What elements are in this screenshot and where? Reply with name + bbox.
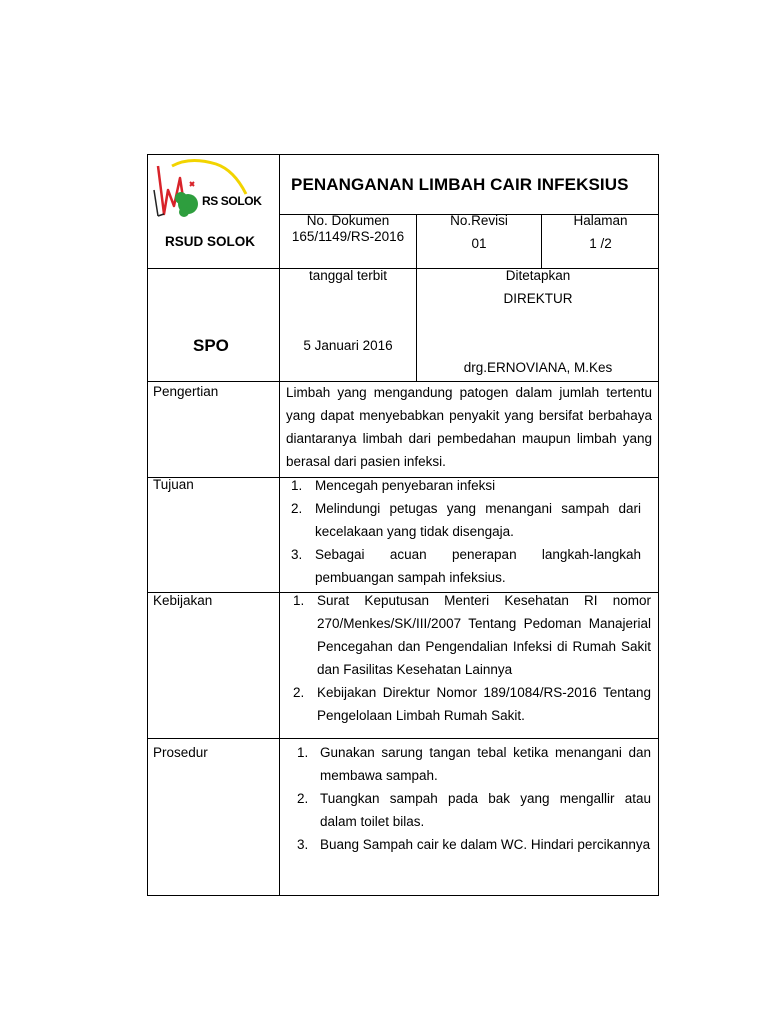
list-item-text: Surat Keputusan Menteri Kesehatan RI nomor 270/Menkes/SK/III/2007 Tentang Pedoman Manajerial Pencegahan dan Pengendalian Infeksi di Rumah Sakit dan Fasilitas Kesehatan Lainnya: [317, 593, 651, 677]
tujuan-list: [291, 474, 641, 589]
rs-solok-logo-mark: [150, 156, 276, 226]
page-value: 1 /2: [589, 236, 612, 251]
rule-kebijakan-bottom: [147, 738, 659, 739]
list-item-text: Sebagai acuan penerapan langkah-langkah pembuangan sampah infeksius.: [315, 547, 641, 585]
list-item-number: 1.: [297, 745, 309, 760]
doc-number-label: No. Dokumen: [306, 213, 390, 228]
list-item: [291, 543, 641, 589]
pengertian-text: Limbah yang mengandung patogen dalam jumlah tertentu yang dapat menyebabkan penyakit yang bersifat berbahaya diantaranya limbah dari pembedahan maupun limbah yang berasal dari pasien infeksi.: [286, 385, 652, 469]
revision-value: 01: [471, 236, 487, 251]
kebijakan-label: Kebijakan: [153, 593, 213, 608]
list-item-text: Kebijakan Direktur Nomor 189/1084/RS-2016 Tentang Pengelolaan Limbah Rumah Sakit.: [317, 685, 651, 723]
list-item: [297, 833, 651, 856]
logo-text: RS SOLOK: [202, 194, 262, 208]
list-item-number: 1.: [293, 593, 305, 608]
prosedur-list: [297, 741, 651, 856]
list-item-number: 2.: [291, 501, 303, 516]
set-by-role: DIREKTUR: [503, 291, 573, 306]
rs-solok-logo: [150, 156, 276, 226]
page-label: Halaman: [573, 213, 628, 228]
list-item-number: 1.: [291, 478, 303, 493]
list-item: [297, 787, 651, 833]
issue-date-value: 5 Januari 2016: [303, 338, 393, 353]
list-item-text: Gunakan sarung tangan tebal ketika menangani dan membawa sampah.: [320, 745, 651, 783]
list-item-number: 3.: [297, 837, 309, 852]
doc-number-value: 165/1149/RS-2016: [291, 229, 405, 244]
list-item-text: Mencegah penyebaran infeksi: [315, 478, 496, 493]
list-item: [293, 681, 651, 727]
list-item-text: Melindungi petugas yang menangani sampah dari kecelakaan yang tidak disengaja.: [315, 501, 641, 539]
prosedur-label: Prosedur: [153, 745, 208, 760]
revision-label: No.Revisi: [450, 213, 508, 228]
tujuan-label: Tujuan: [153, 477, 194, 492]
rule-label-column: [279, 154, 280, 896]
issue-date-label: tanggal terbit: [308, 268, 388, 283]
document-title: PENANGANAN LIMBAH CAIR INFEKSIUS: [291, 175, 629, 194]
kebijakan-list: [293, 589, 651, 727]
list-item: [293, 589, 651, 681]
list-item-number: 2.: [293, 685, 305, 700]
list-item: [297, 741, 651, 787]
spo-label: SPO: [193, 336, 229, 355]
org-name: RSUD SOLOK: [165, 234, 256, 249]
list-item-number: 3.: [291, 547, 303, 562]
signatory-name: drg.ERNOVIANA, M.Kes: [463, 360, 613, 375]
list-item: [291, 497, 641, 543]
pengertian-label: Pengertian: [153, 384, 219, 399]
list-item-number: 2.: [297, 791, 309, 806]
set-by-label: Ditetapkan: [505, 268, 571, 283]
list-item-text: Buang Sampah cair ke dalam WC. Hindari percikannya: [320, 837, 651, 852]
list-item: [291, 474, 641, 497]
list-item-text: Tuangkan sampah pada bak yang mengallir atau dalam toilet bilas.: [320, 791, 651, 829]
